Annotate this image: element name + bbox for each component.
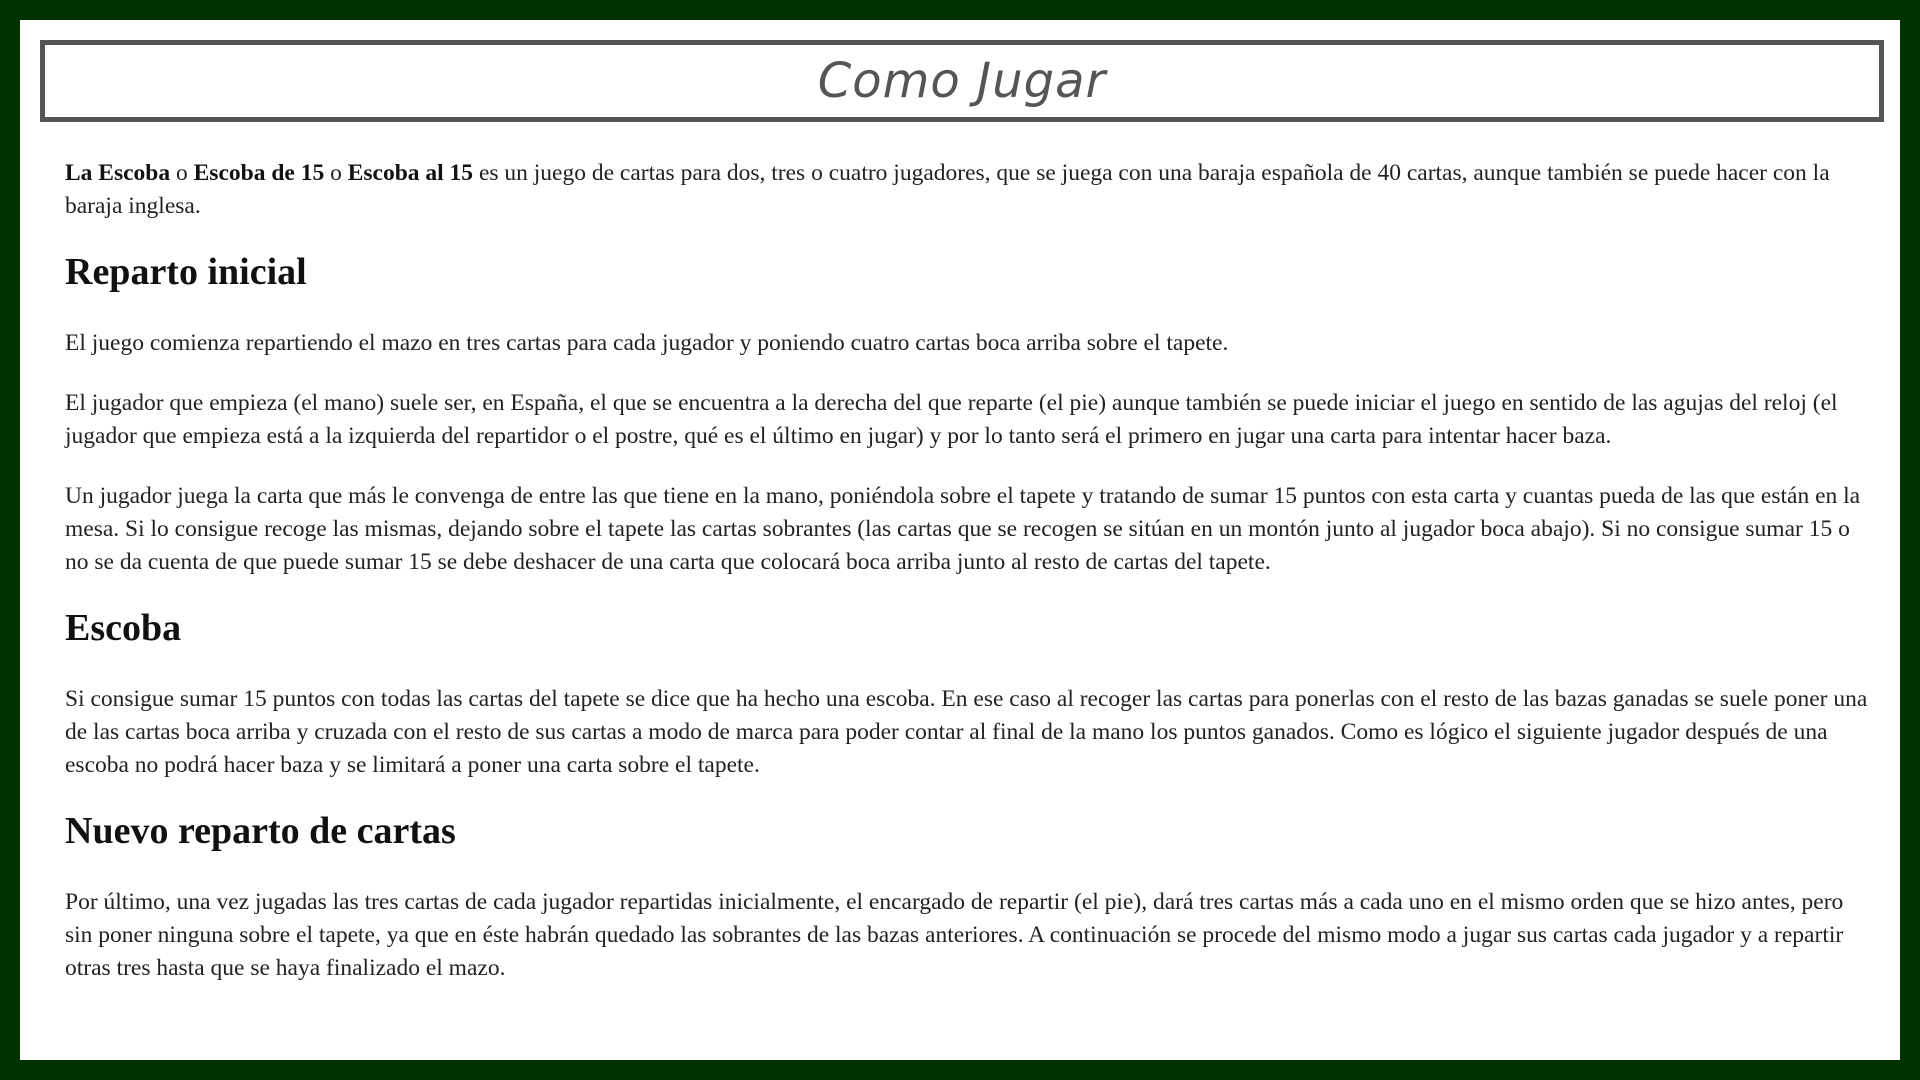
page-title: Como Jugar <box>817 53 1107 109</box>
section-heading-escoba: Escoba <box>65 607 182 649</box>
section-heading-nuevo-reparto: Nuevo reparto de cartas <box>65 810 456 852</box>
section-heading-reparto-inicial: Reparto inicial <box>65 251 307 293</box>
game-name-2: Escoba de 15 <box>193 160 325 186</box>
section-paragraph: Un jugador juega la carta que más le convenga de entre las que tiene en la mano, poniéndola sobre el tapete y tratando de sumar 15 puntos con esta carta y cuantas pueda de las que están en la mesa. Si lo consigue recoge las mismas, dejando sobre el tapete las cartas sobrantes (las cartas que se recogen se sitúan en un montón junto al jugador boca abajo). Si no consigue sumar 15 o no se da cuenta de que puede sumar 15 se debe deshacer de una carta que colocará boca arriba junto al resto de cartas del tapete. <box>65 483 1861 575</box>
intro-separator-1: o <box>170 160 194 186</box>
game-name-3: Escoba al 15 <box>347 160 474 186</box>
page-panel <box>20 20 1900 1060</box>
section-paragraph: Por último, una vez jugadas las tres cartas de cada jugador repartidas inicialmente, el encargado de repartir (el pie), dará tres cartas más a cada uno en el mismo orden que se hizo antes, pero sin poner ninguna sobre el tapete, ya que en éste habrán quedado las sobrantes de las bazas anteriores. A continuación se procede del mismo modo a jugar sus cartas cada jugador y a repartir otras tres hasta que se haya finalizado el mazo. <box>65 889 1844 981</box>
intro-text: es un juego de cartas para dos, tres o cuatro jugadores, que se juega con una baraja española de 40 cartas, aunque también se puede hacer con la baraja inglesa. <box>65 160 1830 219</box>
intro-paragraph <box>65 157 1875 223</box>
section-paragraph: El jugador que empieza (el mano) suele ser, en España, el que se encuentra a la derecha del que reparte (el pie) aunque también se puede iniciar el juego en sentido de las agujas del reloj (el jugador que empieza está a la izquierda del repartidor o el postre, qué es el último en jugar) y por lo tanto será el primero en jugar una carta para intentar hacer baza. <box>65 390 1838 449</box>
game-name-1: La Escoba <box>65 160 171 186</box>
rules-content <box>65 157 1875 1012</box>
title-banner <box>40 40 1884 122</box>
intro-separator-2: o <box>324 160 348 186</box>
section-paragraph: Si consigue sumar 15 puntos con todas las cartas del tapete se dice que ha hecho una escoba. En ese caso al recoger las cartas para ponerlas con el resto de las bazas ganadas se suele poner una de las cartas boca arriba y cruzada con el resto de sus cartas a modo de marca para poder contar al final de la mano los puntos ganados. Como es lógico el siguiente jugador después de una escoba no podrá hacer baza y se limitará a poner una carta sobre el tapete. <box>65 686 1868 778</box>
section-paragraph: El juego comienza repartiendo el mazo en tres cartas para cada jugador y poniendo cuatro cartas boca arriba sobre el tapete. <box>65 330 1229 356</box>
